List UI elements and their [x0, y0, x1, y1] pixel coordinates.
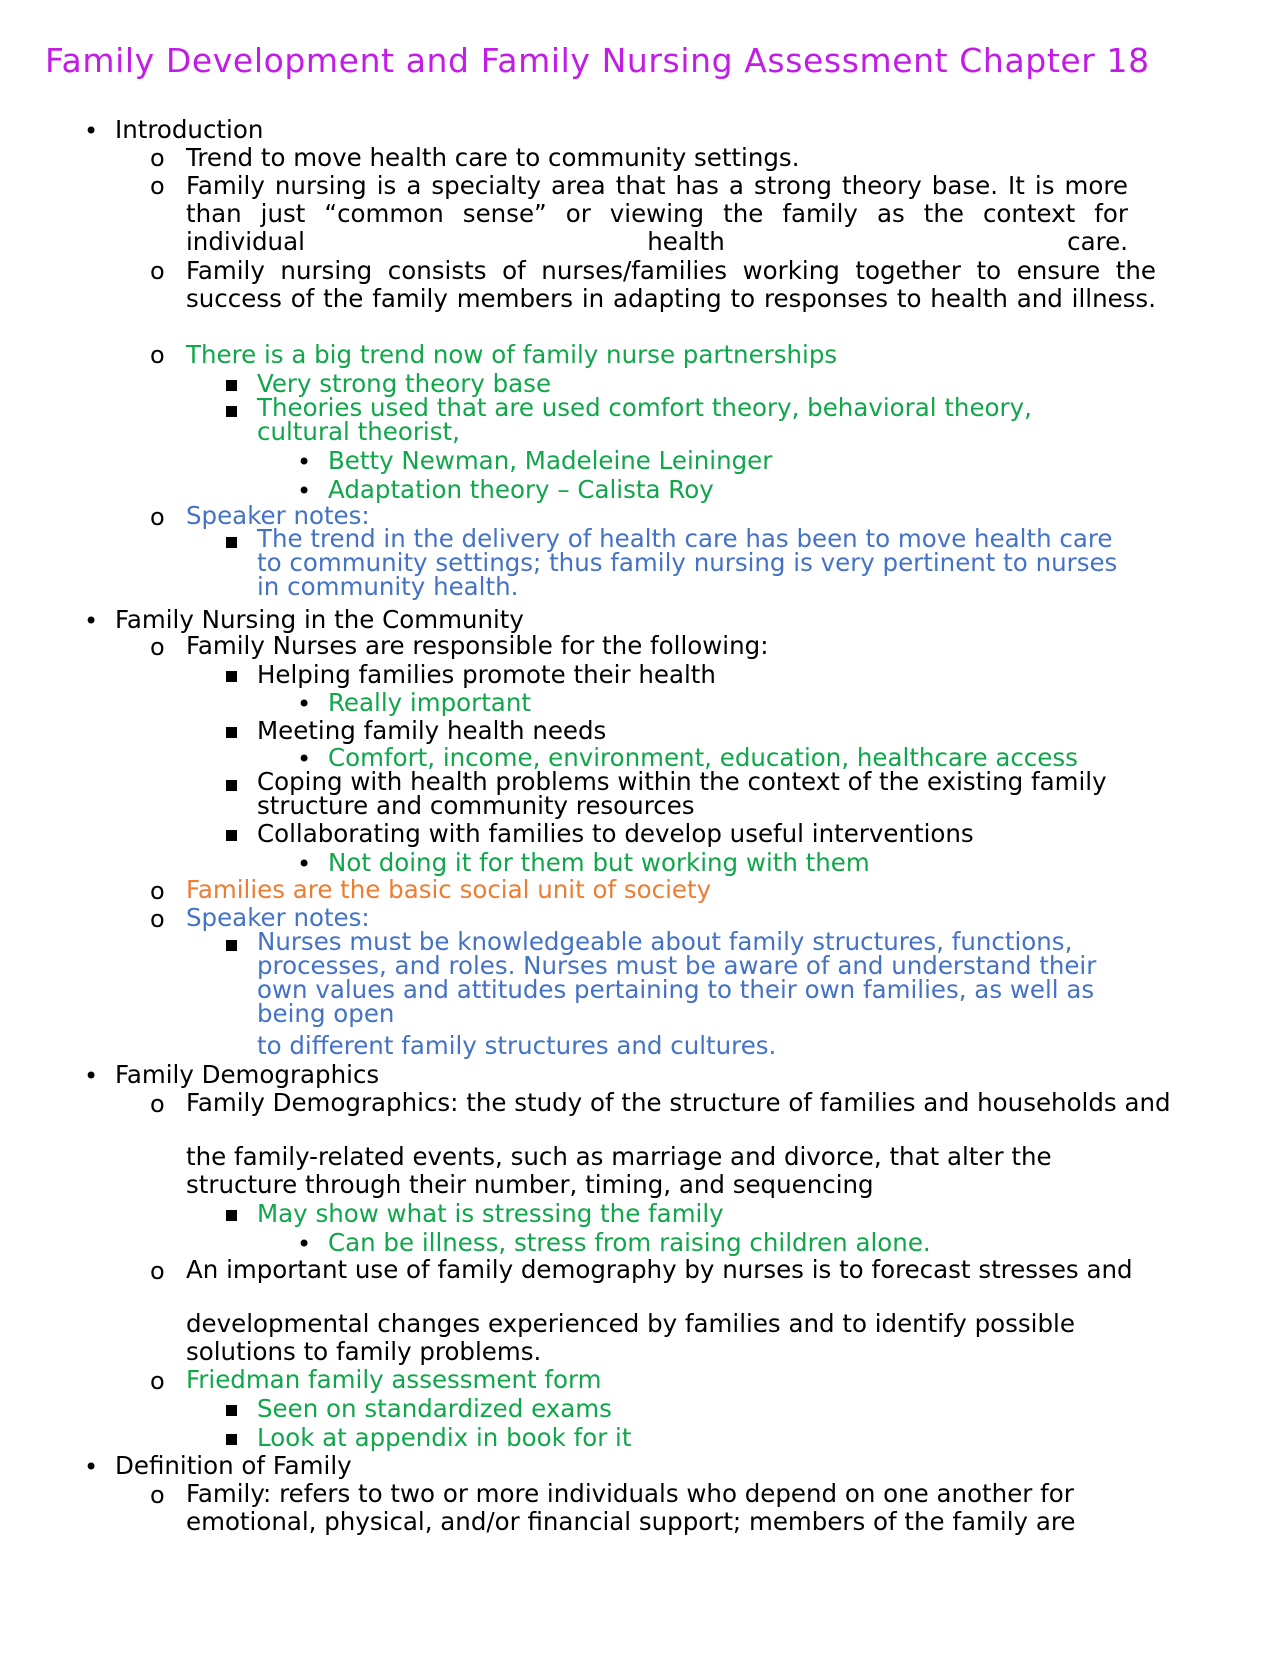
- list-item: Meeting family health needs: [257, 716, 607, 745]
- note-item: Can be illness, stress from raising children alone.: [328, 1228, 931, 1257]
- square-marker: [226, 537, 237, 548]
- circle-marker: o: [150, 503, 165, 531]
- note-item: Friedman family assessment form: [186, 1365, 602, 1394]
- note-item: Really important: [328, 688, 531, 717]
- speaker-notes-label: Speaker notes:: [186, 501, 370, 530]
- circle-marker: o: [150, 905, 165, 933]
- list-item: An important use of family demography by nurses is to forecast stresses and: [186, 1255, 1133, 1284]
- note-item: May show what is stressing the family: [257, 1199, 724, 1228]
- list-item-continued: developmental changes experienced by families and to identify possible solutions to family problems.: [186, 1309, 1075, 1366]
- speaker-notes-label: Speaker notes:: [186, 903, 370, 932]
- note-item: Betty Newman, Madeleine Leininger: [328, 446, 773, 475]
- bullet-marker: •: [297, 477, 312, 505]
- section-heading-introduction: Introduction: [115, 115, 264, 144]
- note-item: Seen on standardized exams: [257, 1394, 612, 1423]
- list-item: Family Demographics: the study of the structure of families and households and: [186, 1088, 1171, 1117]
- list-item: Helping families promote their health: [257, 660, 716, 689]
- list-item: Coping with health problems within the context of the existing family structure and community resources: [257, 767, 1107, 820]
- circle-marker: o: [150, 341, 165, 369]
- note-item: Adaptation theory – Calista Roy: [328, 475, 714, 504]
- circle-marker: o: [150, 1481, 165, 1509]
- page-title: Family Development and Family Nursing Assessment Chapter 18: [45, 41, 1150, 80]
- bullet-marker: •: [84, 117, 99, 145]
- bullet-marker: •: [297, 850, 312, 878]
- square-marker: [226, 780, 237, 791]
- speaker-note: Nurses must be knowledgeable about family structures, functions, processes, and roles. Nurses must be aware of and understand their own values and attitudes pertaining to their own families, as well as being open: [257, 927, 1097, 1028]
- note-item: Very strong theory base: [257, 369, 552, 398]
- square-marker: [226, 406, 237, 417]
- note-item: Look at appendix in book for it: [257, 1423, 632, 1452]
- speaker-note-continued: to different family structures and cultures.: [257, 1031, 777, 1060]
- circle-marker: o: [150, 144, 165, 172]
- square-marker: [226, 1405, 237, 1416]
- section-heading-family-demographics: Family Demographics: [115, 1060, 380, 1089]
- bullet-marker: •: [84, 607, 99, 635]
- list-item: Collaborating with families to develop useful interventions: [257, 819, 974, 848]
- list-item: Family nursing is a specialty area that has a strong theory base. It is more than just “common sense” or viewing the family as the context for individual health care.: [186, 171, 1128, 256]
- square-marker: [226, 380, 237, 391]
- list-item-continued: the family-related events, such as marriage and divorce, that alter the structure through their number, timing, and sequencing: [186, 1142, 1052, 1199]
- list-item: Family: refers to two or more individuals who depend on one another for emotional, physical, and/or financial support; members of the family are: [186, 1479, 1076, 1536]
- circle-marker: o: [150, 1090, 165, 1118]
- list-item: Family nursing consists of nurses/families working together to ensure the success of the family members in adapting to responses to health and illness.: [186, 256, 1156, 313]
- square-marker: [226, 830, 237, 841]
- square-marker: [226, 1434, 237, 1445]
- note-item: Comfort, income, environment, education, healthcare access: [328, 743, 1078, 772]
- bullet-marker: •: [297, 448, 312, 476]
- highlight-item: Families are the basic social unit of society: [186, 875, 712, 904]
- list-item: Family Nurses are responsible for the following:: [186, 631, 769, 660]
- square-marker: [226, 940, 237, 951]
- note-item: Not doing it for them but working with them: [328, 848, 870, 877]
- note-item: Theories used that are used comfort theory, behavioral theory, cultural theorist,: [257, 393, 1032, 446]
- bullet-marker: •: [297, 690, 312, 718]
- bullet-marker: •: [84, 1062, 99, 1090]
- circle-marker: o: [150, 633, 165, 661]
- square-marker: [226, 671, 237, 682]
- circle-marker: o: [150, 877, 165, 905]
- bullet-marker: •: [297, 745, 312, 773]
- speaker-note: The trend in the delivery of health care has been to move health care to community settings; thus family nursing is very pertinent to nurses in community health.: [257, 524, 1118, 601]
- circle-marker: o: [150, 1257, 165, 1285]
- square-marker: [226, 727, 237, 738]
- section-heading-family-nursing: Family Nursing in the Community: [115, 605, 524, 634]
- circle-marker: o: [150, 172, 165, 200]
- bullet-marker: •: [297, 1230, 312, 1258]
- circle-marker: o: [150, 257, 165, 285]
- note-item: There is a big trend now of family nurse partnerships: [186, 340, 838, 369]
- section-heading-definition-of-family: Definition of Family: [115, 1451, 352, 1480]
- bullet-marker: •: [84, 1453, 99, 1481]
- circle-marker: o: [150, 1367, 165, 1395]
- square-marker: [226, 1210, 237, 1221]
- list-item: Trend to move health care to community settings.: [186, 143, 800, 172]
